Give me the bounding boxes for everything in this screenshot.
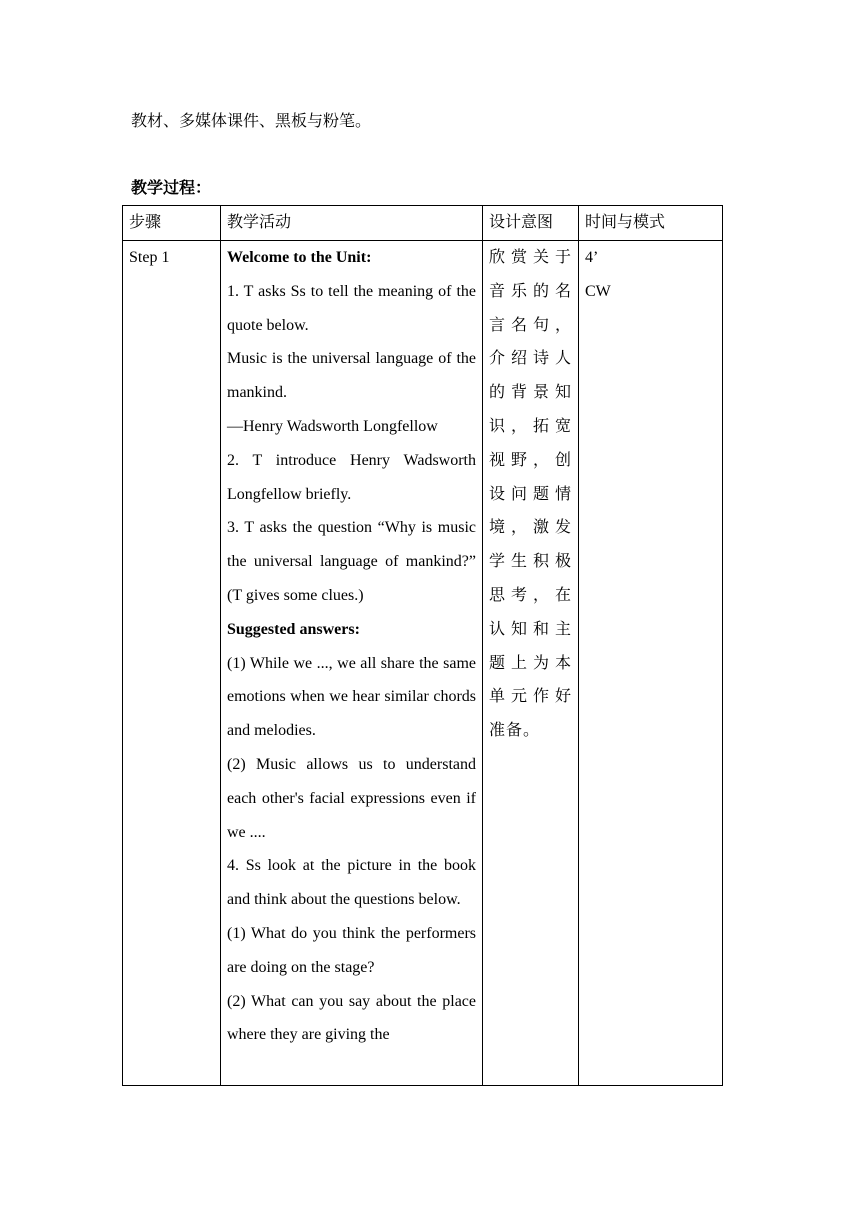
mode-value: CW	[585, 282, 611, 300]
header-time-mode: 时间与模式	[579, 206, 723, 241]
activity-item-2: 2. T introduce Henry Wadsworth Longfellow briefly.	[227, 451, 476, 503]
header-activity: 教学活动	[221, 206, 483, 241]
header-step: 步骤	[123, 206, 221, 241]
picture-question-2: (2) What can you say about the place where they are giving the	[227, 992, 476, 1044]
suggested-answer-2: (2) Music allows us to understand each other's facial expressions even if we ....	[227, 755, 476, 841]
suggested-answer-1: (1) While we ..., we all share the same emotions when we hear similar chords and melodies.	[227, 654, 476, 740]
lesson-plan-table	[122, 205, 723, 1086]
activity-item-1: 1. T asks Ss to tell the meaning of the quote below.	[227, 282, 476, 334]
teaching-materials-text: 教材、多媒体课件、黑板与粉笔。	[131, 113, 372, 130]
activity-heading: Welcome to the Unit:	[227, 249, 372, 266]
time-value: 4’	[585, 249, 599, 266]
quote-text: Music is the universal language of the mankind.	[227, 350, 476, 402]
activity-item-3: 3. T asks the question “Why is music the universal language of mankind?” (T gives some clues.)	[227, 519, 476, 604]
activity-item-4: 4. Ss look at the picture in the book and think about the questions below.	[227, 857, 476, 909]
header-design-intent: 设计意图	[483, 206, 579, 241]
activity-cell	[221, 241, 483, 1086]
table-header-row	[123, 206, 723, 241]
table-row	[123, 241, 723, 1086]
time-mode-cell	[579, 241, 723, 1086]
quote-attribution: —Henry Wadsworth Longfellow	[227, 417, 438, 435]
suggested-answers-heading: Suggested answers:	[227, 620, 360, 638]
step-cell	[123, 241, 221, 1086]
design-intent-text: 欣赏关于音乐的名言名句，介绍诗人的背景知识，拓宽视野，创设问题情境，激发学生积极思考，在认知和主题上为本单元作好准备。	[489, 249, 572, 740]
design-intent-cell	[483, 241, 579, 1086]
picture-question-1: (1) What do you think the performers are doing on the stage?	[227, 924, 476, 976]
step-label: Step 1	[129, 249, 170, 266]
teaching-process-title: 教学过程：	[131, 180, 212, 197]
